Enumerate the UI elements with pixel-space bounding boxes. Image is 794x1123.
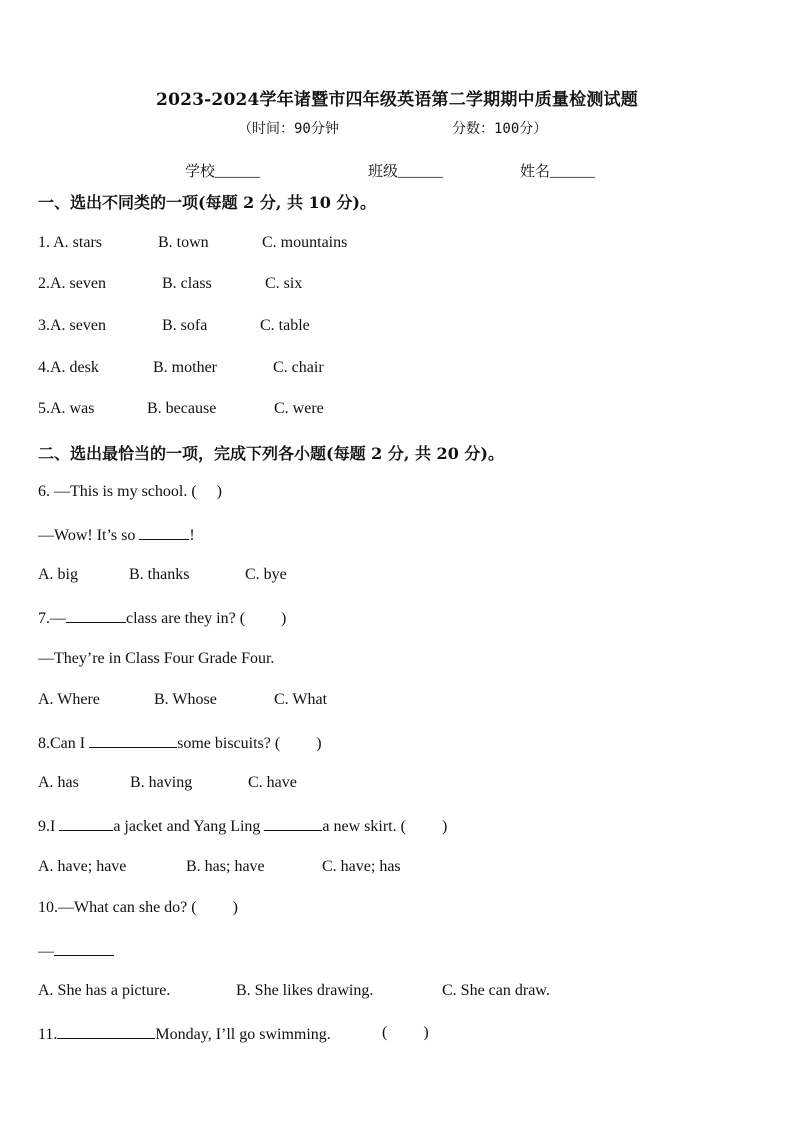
q11-stem — [38, 1024, 331, 1044]
name-field: 姓名______ — [520, 164, 596, 180]
exam-score: 分数：100分） — [452, 121, 548, 137]
q9-blank-2 — [264, 816, 322, 831]
q11-stem-text: Monday, I’ll go swimming. — [155, 1026, 331, 1043]
q6-option-b: B. thanks — [129, 566, 190, 583]
q1-option-a: 1. A. stars — [38, 234, 102, 251]
q10-option-b: B. She likes drawing. — [236, 982, 374, 999]
q7-option-c: C. What — [274, 691, 328, 708]
q8-stem-start: 8.Can I — [38, 735, 90, 752]
q6-option-a: A. big — [38, 566, 78, 583]
q9-stem-start: 9.I — [38, 818, 60, 835]
q11-number: 11. — [38, 1026, 58, 1043]
q2-option-b: B. class — [162, 275, 212, 292]
q6-response-text: —Wow! It’s so — [38, 527, 140, 544]
q8-stem-text: some biscuits? ( ) — [177, 735, 322, 752]
q9-option-b: B. has; have — [186, 858, 265, 875]
q3-option-a: 3.A. seven — [38, 317, 106, 334]
q4-option-b: B. mother — [153, 359, 217, 376]
q5-option-c: C. were — [274, 400, 324, 417]
q9-stem-end: a new skirt. ( ) — [322, 818, 448, 835]
q10-response — [38, 941, 114, 961]
q7-option-a: A. Where — [38, 691, 100, 708]
q8-option-b: B. having — [130, 774, 193, 791]
q10-option-a: A. She has a picture. — [38, 982, 171, 999]
q9-option-c: C. have; has — [322, 858, 401, 875]
q2-option-c: C. six — [265, 275, 303, 292]
q10-dash: — — [38, 943, 54, 960]
q7-stem-text: class are they in? ( ) — [126, 610, 287, 627]
q9-stem — [38, 816, 447, 836]
q6-option-c: C. bye — [245, 566, 287, 583]
q9-option-a: A. have; have — [38, 858, 127, 875]
q10-stem: 10.—What can she do? ( ) — [38, 899, 238, 916]
q11-answer-bracket: ( ) — [382, 1024, 429, 1041]
class-field: 班级______ — [368, 164, 444, 180]
q3-option-b: B. sofa — [162, 317, 208, 334]
q5-option-a: 5.A. was — [38, 400, 95, 417]
q2-option-a: 2.A. seven — [38, 275, 106, 292]
school-field: 学校______ — [185, 164, 261, 180]
section1-heading: 一、选出不同类的一项(每题 2 分, 共 10 分)。 — [38, 193, 376, 212]
q1-option-b: B. town — [158, 234, 209, 251]
q4-option-a: 4.A. desk — [38, 359, 99, 376]
q7-option-b: B. Whose — [154, 691, 217, 708]
q8-option-a: A. has — [38, 774, 79, 791]
q7-response: —They’re in Class Four Grade Four. — [38, 650, 275, 667]
q6-stem: 6. —This is my school. ( ) — [38, 483, 222, 500]
q9-blank-1 — [59, 816, 113, 831]
q9-stem-mid: a jacket and Yang Ling — [113, 818, 265, 835]
q7-number: 7.— — [38, 610, 66, 627]
q8-blank — [89, 733, 177, 748]
section2-heading: 二、选出最恰当的一项，完成下列各小题(每题 2 分, 共 20 分)。 — [38, 444, 504, 463]
q1-option-c: C. mountains — [262, 234, 348, 251]
q7-stem — [38, 608, 286, 628]
q6-response — [38, 525, 195, 545]
q7-blank — [66, 608, 126, 623]
q3-option-c: C. table — [260, 317, 310, 334]
q10-option-c: C. She can draw. — [442, 982, 550, 999]
q4-option-c: C. chair — [273, 359, 324, 376]
q10-blank — [54, 941, 114, 956]
exam-time: （时间：90分钟 — [238, 121, 339, 137]
q8-stem — [38, 733, 322, 753]
q6-response-end: ! — [189, 527, 195, 544]
page-title: 2023-2024学年诸暨市四年级英语第二学期期中质量检测试题 — [156, 90, 638, 110]
q5-option-b: B. because — [147, 400, 217, 417]
q6-blank — [139, 525, 189, 540]
q8-option-c: C. have — [248, 774, 297, 791]
q11-blank — [57, 1024, 155, 1039]
